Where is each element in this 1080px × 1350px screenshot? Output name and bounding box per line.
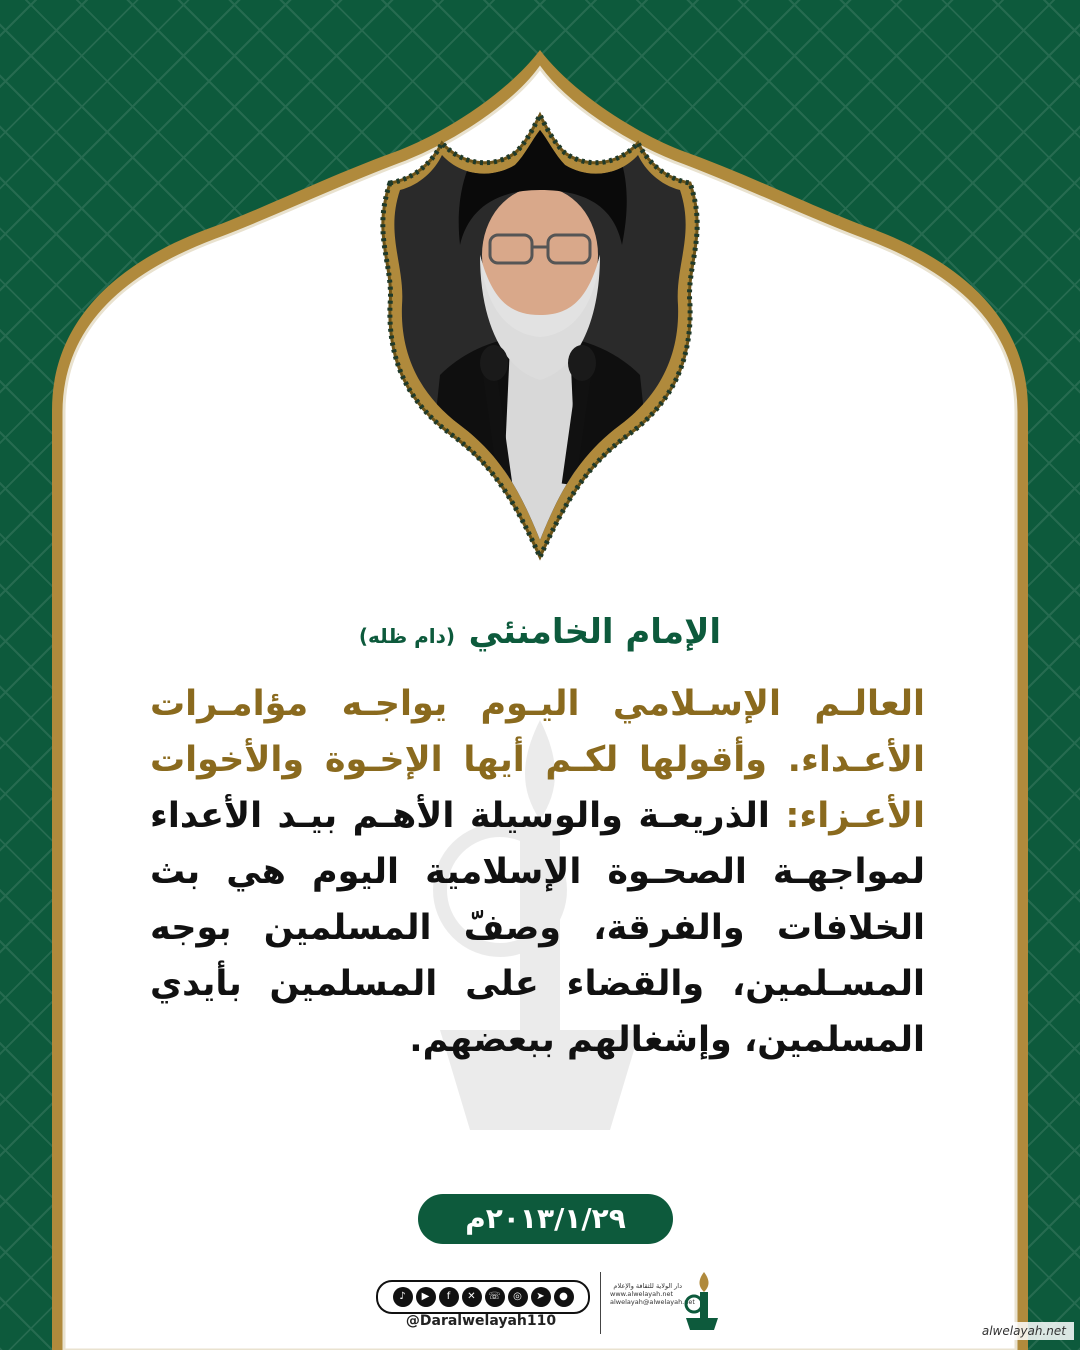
honorific-text: (دام ظله) <box>358 624 456 648</box>
brand-logo-icon <box>682 1270 722 1332</box>
date-badge: ٢٠١٣/١/٢٩م <box>418 1194 673 1244</box>
film-icon[interactable]: ● <box>554 1287 574 1307</box>
quote-body: الذريعـة والوسيلة الأهـم بيـد الأعداء لمواجهـة الصحـوة الإسلامية اليوم هي بث الخلافات والفرقة، وصفّ المسلمين بوجه المسـلمين، والقضاء على المسلمين بأيدي المسلمين، وإشغالهم ببعضهم. <box>150 796 925 1060</box>
youtube-icon[interactable]: ▶ <box>416 1287 436 1307</box>
site-watermark-tag: alwelayah.net <box>974 1322 1074 1340</box>
footer-divider <box>600 1272 601 1334</box>
speaker-name <box>0 612 1080 652</box>
whatsapp-icon[interactable]: ☏ <box>485 1287 505 1307</box>
social-handle: @Daralwelayah110 <box>405 1313 557 1329</box>
x-icon[interactable]: ✕ <box>462 1287 482 1307</box>
brand-info <box>610 1282 695 1306</box>
social-links <box>376 1280 590 1314</box>
instagram-icon[interactable]: ◎ <box>508 1287 528 1307</box>
tiktok-icon[interactable]: ♪ <box>393 1287 413 1307</box>
ornate-frame <box>360 95 720 565</box>
name-text: الإمام الخامنئي <box>468 612 722 652</box>
portrait <box>360 95 720 565</box>
quote-text <box>150 676 925 1068</box>
telegram-icon[interactable]: ➤ <box>531 1287 551 1307</box>
brand-site: www.alwelayah.net <box>610 1290 673 1298</box>
brand-name: دار الولاية للثقافة والإعلام <box>613 1282 682 1290</box>
facebook-icon[interactable]: f <box>439 1287 459 1307</box>
quote-intro: العالـم الإسـلامي اليـوم يواجـه مؤامـرات الأعـداء. وأقولها لكـم أيها الإخـوة والأخوات الأعـزاء: <box>150 684 925 836</box>
brand-email: alwelayah@alwelayah.net <box>610 1298 695 1306</box>
